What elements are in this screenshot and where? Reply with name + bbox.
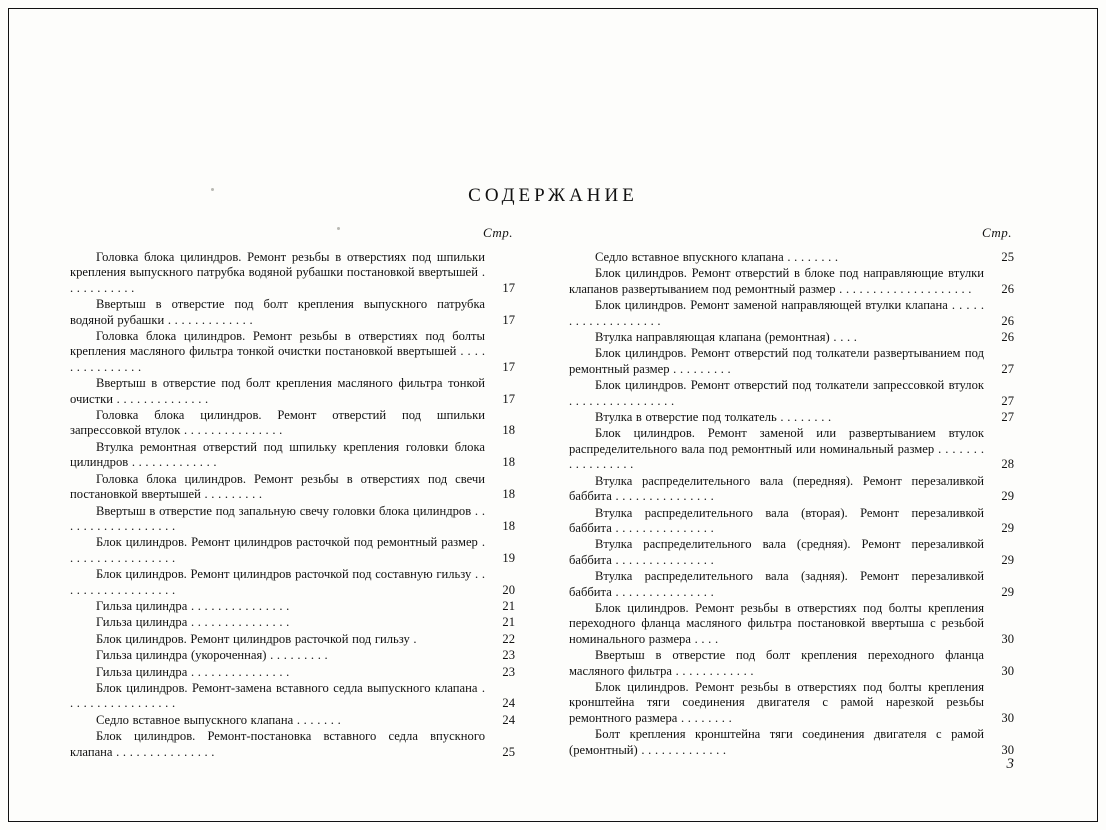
toc-entry-text: Головка блока цилиндров. Ремонт резьбы в отверстиях под болты крепления масляного фильтра тонкой очистки постановкой ввертышей . . . . . . . . . . . . . . . — [70, 329, 485, 374]
toc-entry[interactable] — [569, 378, 1014, 409]
toc-entry-page: 17 — [502, 359, 515, 374]
toc-entry-text: Блок цилиндров. Ремонт-постановка вставного седла впускного клапана . . . . . . . . . . . . . . . — [70, 729, 485, 759]
toc-entry-text: Головка блока цилиндров. Ремонт резьбы в отверстиях под свечи постановкой ввертышей . . . . . . . . . — [70, 471, 485, 502]
toc-entry[interactable] — [70, 729, 515, 760]
toc-entry-text: Блок цилиндров. Ремонт отверстий под толкатели развертыванием под ремонтный размер . . . . . . . . . — [569, 346, 984, 376]
toc-entry[interactable] — [569, 506, 1014, 537]
toc-entry-page: 29 — [1001, 489, 1014, 504]
toc-entry-text: Ввертыш в отверстие под болт крепления выпускного патрубка водяной рубашки . . . . . . . . . . . . . — [70, 297, 485, 327]
toc-entry[interactable] — [569, 474, 1014, 505]
toc-entry-text: Втулка распределительного вала (передняя). Ремонт перезаливкой баббита . . . . . . . . . . . . . . . — [569, 473, 984, 504]
toc-entry[interactable] — [569, 727, 1014, 758]
toc-entry-text: Блок цилиндров. Ремонт резьбы в отверстиях под болты крепления переходного фланца масляного фильтра постановкой ввертыша с резьбой номинального размера . . . . — [569, 600, 984, 646]
toc-entry-page: 30 — [1001, 663, 1014, 678]
toc-entry-text: Седло вставное впускного клапана . . . . . . . . — [595, 250, 839, 264]
toc-entry-text: Головка блока цилиндров. Ремонт резьбы в отверстиях под шпильки крепления выпускного патрубка водяной рубашки постановкой ввертышей . . . . . . . . . . . — [70, 250, 485, 295]
toc-entry[interactable] — [70, 632, 515, 647]
toc-entry[interactable] — [569, 569, 1014, 600]
toc-entry-text: Ввертыш в отверстие под запальную свечу головки блока цилиндров . . . . . . . . . . . . . . . . . . — [70, 503, 485, 533]
toc-entry[interactable] — [569, 266, 1014, 297]
toc-entry-page: 30 — [1001, 710, 1014, 725]
toc-entry-text: Блок цилиндров. Ремонт отверстий под толкатели запрессовкой втулок . . . . . . . . . . . . . . . . — [569, 378, 984, 408]
toc-entry[interactable] — [569, 410, 1014, 425]
toc-entry-page: 21 — [502, 615, 515, 630]
toc-entry-page: 28 — [1001, 457, 1014, 472]
toc-entry[interactable] — [70, 648, 515, 663]
toc-entry[interactable] — [569, 426, 1014, 472]
toc-entry[interactable] — [569, 250, 1014, 265]
toc-columns — [70, 225, 1036, 772]
toc-entry-text: Блок цилиндров. Ремонт заменой или развертыванием втулок распределительного вала под ремонтный или номинальный размер . . . . . . . . . . . . . . . . . — [569, 426, 984, 472]
toc-entry-text: Блок цилиндров. Ремонт-замена вставного седла выпускного клапана . . . . . . . . . . . . . . . . . — [70, 680, 485, 711]
toc-entry[interactable] — [569, 330, 1014, 345]
toc-entry-text: Седло вставное выпускного клапана . . . . . . . — [96, 712, 341, 727]
toc-entry[interactable] — [70, 599, 515, 614]
toc-entry-text: Блок цилиндров. Ремонт цилиндров расточкой под составную гильзу . . . . . . . . . . . . . . . . . . — [70, 567, 485, 597]
toc-entry-text: Гильза цилиндра . . . . . . . . . . . . . . . — [96, 615, 290, 630]
toc-entry-page: 24 — [502, 712, 515, 727]
toc-entry-text: Втулка ремонтная отверстий под шпильку крепления головки блока цилиндров . . . . . . . . . . . . . — [70, 439, 485, 470]
toc-entry-page: 20 — [502, 582, 515, 597]
toc-entry[interactable] — [70, 681, 515, 712]
toc-entry-page: 17 — [502, 312, 515, 327]
toc-entry-text: Втулка в отверстие под толкатель . . . . . . . . — [595, 410, 832, 425]
toc-entry-page: 27 — [1001, 361, 1014, 376]
toc-entry-page: 29 — [1001, 552, 1014, 567]
page-content — [70, 30, 1036, 800]
toc-entry-page: 22 — [502, 631, 515, 646]
toc-entry-text: Блок цилиндров. Ремонт отверстий в блоке под направляющие втулки клапанов развертыванием под ремонтный размер . . . . . . . . . . . . . . . . . . . . — [569, 266, 984, 296]
column-page-header: Стр. — [982, 225, 1012, 240]
toc-entry-text: Головка блока цилиндров. Ремонт отверстий под шпильки запрессовкой втулок . . . . . . . . . . . . . . . — [70, 408, 485, 438]
toc-entry-text: Блок цилиндров. Ремонт резьбы в отверстиях под болты крепления кронштейна тяги соединения двигателя с рамой нарезкой резьбы ремонтного размера . . . . . . . . — [569, 679, 984, 725]
toc-entry-page: 25 — [502, 744, 515, 759]
toc-entry-page: 18 — [502, 423, 515, 438]
toc-entry[interactable] — [569, 648, 1014, 679]
toc-entry[interactable] — [70, 472, 515, 503]
toc-entry[interactable] — [569, 601, 1014, 647]
toc-entry-page: 23 — [502, 664, 515, 679]
toc-entry-page: 18 — [502, 518, 515, 533]
toc-entry-text: Втулка распределительного вала (задняя). Ремонт перезаливкой баббита . . . . . . . . . . . . . . . — [569, 569, 984, 599]
toc-column-left — [70, 225, 515, 761]
toc-entry-text: Блок цилиндров. Ремонт цилиндров расточкой под ремонтный размер . . . . . . . . . . . . . . . . . — [70, 535, 485, 565]
toc-entry-text: Ввертыш в отверстие под болт крепления масляного фильтра тонкой очистки . . . . . . . . . . . . . . — [70, 376, 485, 406]
toc-entry-page: 17 — [502, 391, 515, 406]
toc-entry[interactable] — [70, 440, 515, 471]
toc-entry-text: Втулка распределительного вала (средняя). Ремонт перезаливкой баббита . . . . . . . . . . . . . . . — [569, 537, 984, 567]
toc-entry-text: Блок цилиндров. Ремонт заменой направляющей втулки клапана . . . . . . . . . . . . . . . . . . . — [569, 298, 984, 328]
toc-entry[interactable] — [569, 346, 1014, 377]
toc-entry-page: 26 — [1001, 281, 1014, 296]
toc-entry[interactable] — [569, 680, 1014, 726]
toc-entry-text: Ввертыш в отверстие под болт крепления переходного фланца масляного фильтра . . . . . . . . . . . . — [569, 648, 984, 678]
toc-entry-text: Болт крепления кронштейна тяги соединения двигателя с рамой (ремонтный) . . . . . . . . . . . . . — [569, 727, 984, 757]
toc-entry[interactable] — [70, 713, 515, 728]
toc-entry-page: 17 — [502, 280, 515, 295]
toc-entry-page: 29 — [1001, 520, 1014, 535]
toc-entry[interactable] — [70, 297, 515, 328]
toc-entry[interactable] — [70, 329, 515, 375]
column-page-header: Стр. — [483, 225, 513, 240]
toc-entry-page: 25 — [1001, 250, 1014, 264]
folio-number: 3 — [1006, 756, 1014, 772]
toc-entry[interactable] — [569, 537, 1014, 568]
toc-entry-page: 19 — [502, 550, 515, 565]
toc-entry-page: 29 — [1001, 584, 1014, 599]
toc-entry-page: 21 — [502, 598, 515, 613]
toc-entry-text: Блок цилиндров. Ремонт цилиндров расточкой под гильзу . — [96, 631, 417, 646]
toc-entry[interactable] — [70, 250, 515, 296]
toc-entry[interactable] — [70, 567, 515, 598]
toc-entry-page: 30 — [1001, 742, 1014, 757]
toc-entry-page: 24 — [502, 696, 515, 711]
toc-entry[interactable] — [70, 665, 515, 680]
toc-column-right — [569, 225, 1014, 772]
toc-entry[interactable] — [70, 615, 515, 630]
toc-entry-text: Втулка направляющая клапана (ремонтная) . . . . — [595, 330, 857, 345]
toc-entry-page: 18 — [502, 455, 515, 470]
toc-entry[interactable] — [70, 535, 515, 566]
toc-entry[interactable] — [569, 298, 1014, 329]
toc-entry-page: 23 — [502, 648, 515, 663]
toc-entry[interactable] — [70, 408, 515, 439]
toc-entry[interactable] — [70, 504, 515, 535]
toc-entry-text: Гильза цилиндра . . . . . . . . . . . . . . . — [96, 598, 290, 613]
toc-entry-page: 30 — [1001, 631, 1014, 646]
toc-entry-page: 26 — [1001, 330, 1014, 345]
toc-entry-text: Втулка распределительного вала (вторая). Ремонт перезаливкой баббита . . . . . . . . . . . . . . . — [569, 505, 984, 535]
toc-entry-page: 27 — [1001, 410, 1014, 425]
toc-entry-page: 27 — [1001, 393, 1014, 408]
toc-entry-page: 18 — [502, 487, 515, 502]
toc-entry-text: Гильза цилиндра (укороченная) . . . . . . . . . — [96, 648, 328, 663]
page-title: СОДЕРЖАНИЕ — [468, 185, 638, 206]
toc-entry-text: Гильза цилиндра . . . . . . . . . . . . . . . — [96, 664, 290, 679]
toc-entry[interactable] — [70, 376, 515, 407]
toc-entry-page: 26 — [1001, 313, 1014, 328]
